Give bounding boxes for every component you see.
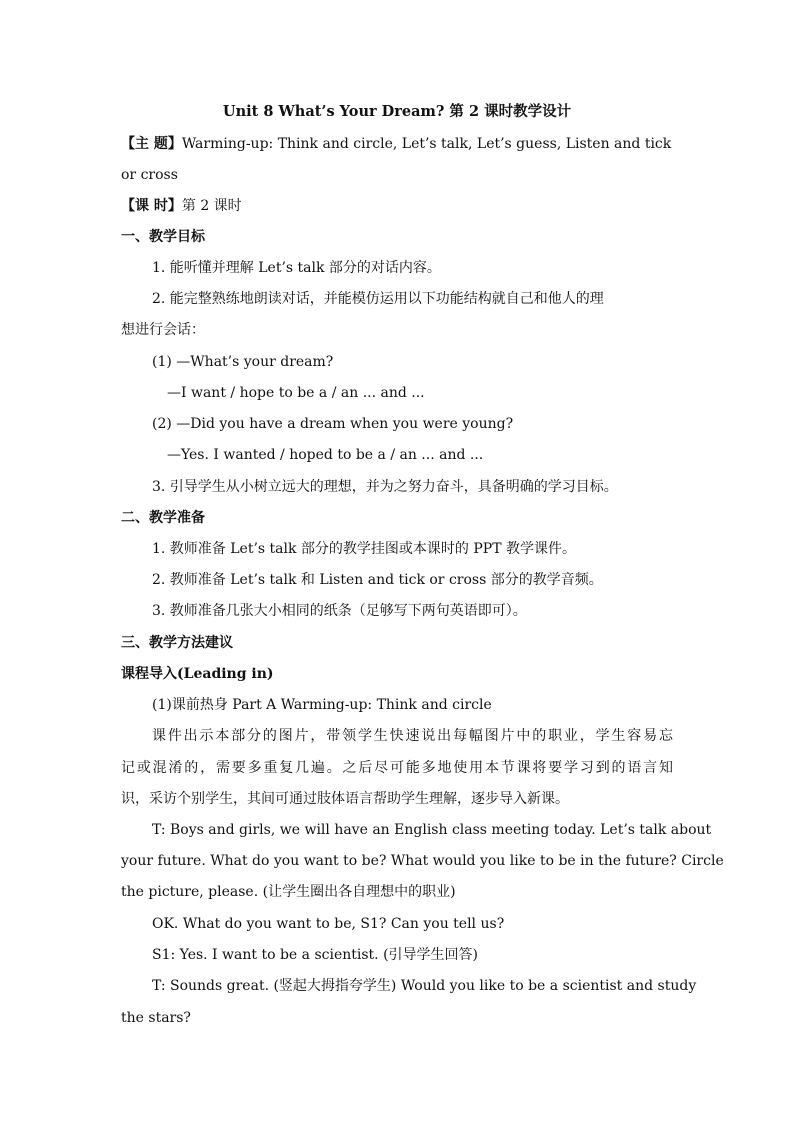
preparation-item-3: 3. 教师准备几张大小相同的纸条（足够写下两句英语即可）。 <box>152 603 527 619</box>
preparation-item-2: 2. 教师准备 Let’s talk 和 Listen and tick or cross 部分的教学音频。 <box>152 572 603 588</box>
method-paragraph-line-3: 识，采访个别学生，其间可通过肢体语言帮助学生理解，逐步导入新课。 <box>121 791 569 807</box>
preparation-item-1: 1. 教师准备 Let’s talk 部分的教学挂图或本课时的 PPT 教学课件。 <box>152 541 577 557</box>
section-heading-objectives: 一、教学目标 <box>121 229 205 245</box>
dialogue-1-question: (1) —What’s your dream? <box>152 354 334 370</box>
warmup-line: (1)课前热身 Part A Warming-up: Think and circle <box>152 697 492 713</box>
topic-label: 【主 题】 <box>121 136 182 152</box>
topic-text: Warming-up: Think and circle, Let’s talk, Let’s guess, Listen and tick <box>181 136 672 152</box>
teacher-line-2: OK. What do you want to be, S1? Can you tell us? <box>152 916 505 932</box>
student-line-1: S1: Yes. I want to be a scientist. (引导学生回答) <box>152 947 479 963</box>
teacher-line-1a: T: Boys and girls, we will have an English class meeting today. Let’s talk about <box>152 822 712 838</box>
page-title: Unit 8 What’s Your Dream? 第 2 课时教学设计 <box>222 103 572 120</box>
objective-item-2-cont: 想进行会话： <box>121 322 205 338</box>
section-heading-preparation: 二、教学准备 <box>121 510 205 526</box>
objective-item-3: 3. 引导学生从小树立远大的理想，并为之努力奋斗，具备明确的学习目标。 <box>152 479 618 495</box>
topic-text-cont: or cross <box>121 167 178 183</box>
teacher-line-3a: T: Sounds great. (竖起大拇指夸学生) Would you like to be a scientist and study <box>152 978 697 994</box>
teacher-line-1c: the picture, please. (让学生圈出各自理想中的职业) <box>121 884 456 900</box>
subheading-leading-in: 课程导入(Leading in) <box>121 666 274 682</box>
teacher-line-1b: your future. What do you want to be? What would you like to be in the future? Circle <box>121 853 724 869</box>
method-paragraph-line-1: 课件出示本部分的图片，带领学生快速说出每幅图片中的职业，学生容易忘 <box>152 728 673 744</box>
dialogue-2-question: (2) —Did you have a dream when you were young? <box>152 416 514 432</box>
objective-item-2: 2. 能完整熟练地朗读对话，并能模仿运用以下功能结构就自己和他人的理 <box>152 291 604 307</box>
period-label: 【课 时】 <box>121 198 182 214</box>
period-text: 第 2 课时 <box>181 198 242 214</box>
section-heading-methods: 三、教学方法建议 <box>121 635 233 651</box>
method-paragraph-line-2: 记或混淆的，需要多重复几遍。之后尽可能多地使用本节课将要学习到的语言知 <box>121 760 673 776</box>
dialogue-1-answer: —I want / hope to be a / an ... and ... <box>167 385 425 401</box>
objective-item-1: 1. 能听懂并理解 Let’s talk 部分的对话内容。 <box>152 260 441 276</box>
dialogue-2-answer: —Yes. I wanted / hoped to be a / an ... and ... <box>167 447 484 463</box>
topic-line <box>121 135 673 153</box>
teacher-line-3b: the stars? <box>121 1010 191 1026</box>
period-line <box>121 197 242 215</box>
